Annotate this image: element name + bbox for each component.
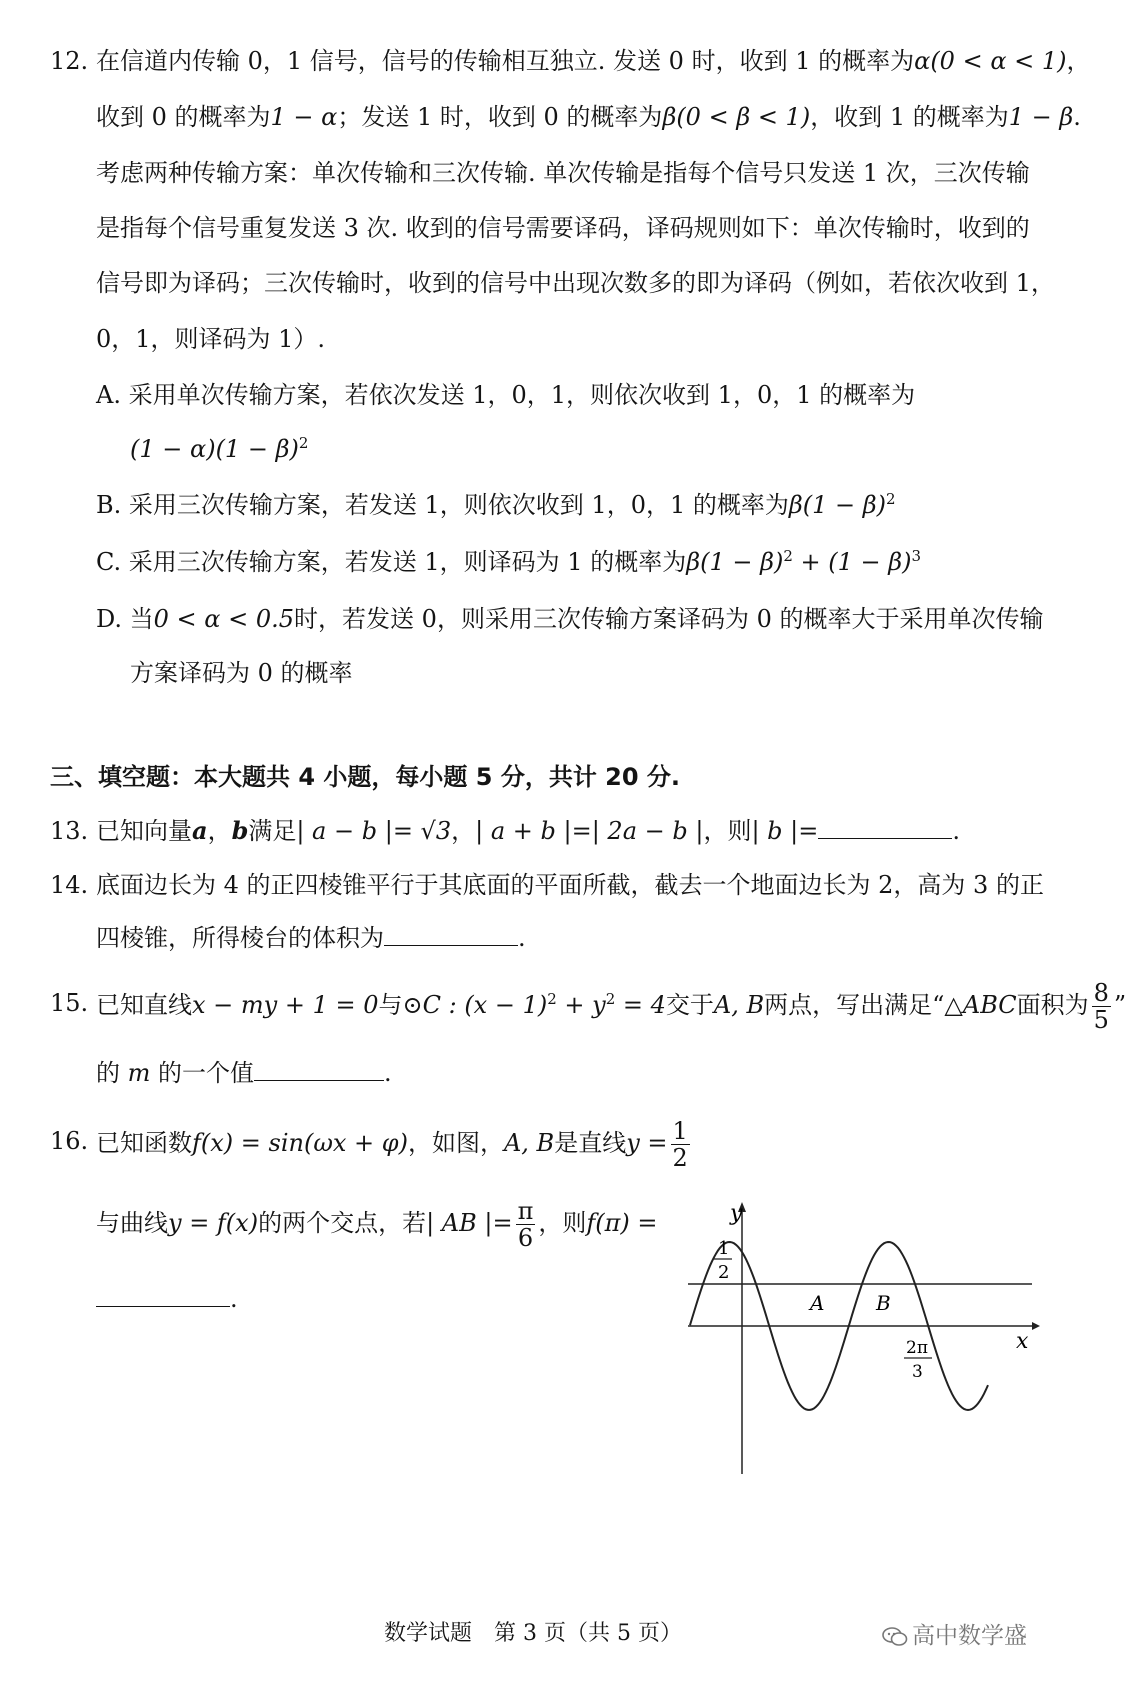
tick-numerator: 2π <box>906 1338 928 1358</box>
half-denominator: 2 <box>718 1262 730 1283</box>
q12-number: 12. <box>50 47 89 75</box>
half-numerator: 1 <box>718 1238 730 1259</box>
q16-sine-graph <box>670 1200 1040 1480</box>
q12-line4: 是指每个信号重复发送 3 次. 收到的信号需要译码，译码规则如下：单次传输时，收到的 <box>96 214 1030 242</box>
q12-option-c: C. 采用三次传输方案，若发送 1，则译码为 1 的概率为$\beta(1 - \beta)^2 + (1 - \beta)^3$ <box>96 547 922 576</box>
q14-answer-blank[interactable] <box>384 923 518 946</box>
point-a-label: A <box>810 1291 825 1315</box>
q12-option-d: D. 当0 < α < 0.5时，若发送 0，则采用三次传输方案译码为 0 的概率大于采用单次传输 <box>96 605 1044 633</box>
q12-option-a-formula: $(1 - \alpha)(1 - \beta)^2$ <box>130 434 309 463</box>
point-b-label: B <box>876 1291 891 1315</box>
q12-option-d-line2: 方案译码为 0 的概率 <box>130 659 353 687</box>
q13-number: 13. <box>50 817 89 845</box>
q15-line1: 已知直线x − my + 1 = 0与⊙C : $(x - 1)^2 + y^2 = 4$交于A, B两点，写出满足“△ABC面积为 $\frac{8}{5}$ ” <box>96 979 1126 1034</box>
q12-line6: 0，1，则译码为 1）. <box>96 325 326 353</box>
tick-denominator: 3 <box>912 1362 923 1382</box>
q14-line1: 底面边长为 4 的正四棱锥平行于其底面的平面所截，截去一个地面边长为 2，高为 3 的正 <box>96 871 1044 899</box>
q16-half-fraction: $\frac{1}{2}$ <box>672 1117 688 1172</box>
q15-line2: 的 m 的一个值 . <box>96 1059 392 1087</box>
q12-line5: 信号即为译码；三次传输时，收到的信号中出现次数多的即为译码（例如，若依次收到 1， <box>96 269 1055 297</box>
q16-line1: 已知函数f(x) = sin(ωx + φ)，如图，A, B是直线y = $\frac{1}{2}$ <box>96 1117 688 1172</box>
x-axis-arrow <box>1032 1322 1040 1330</box>
q16-answer-blank[interactable] <box>96 1284 230 1307</box>
page-footer: 数学试题 第 3 页（共 5 页） <box>384 1621 682 1646</box>
x-axis-label: x <box>1016 1329 1029 1354</box>
q12-line3: 考虑两种传输方案：单次传输和三次传输. 单次传输是指每个信号只发送 1 次，三次传输 <box>96 159 1030 187</box>
q12-line1: 在信道内传输 0，1 信号，信号的传输相互独立. 发送 0 时，收到 1 的概率为α(0 < α < 1)， <box>96 47 1091 75</box>
q16-line2: 与曲线y = f(x)的两个交点，若| AB |= $\frac{\pi}{6}$ ，则f(π) = <box>96 1197 658 1252</box>
q12-option-a: A. 采用单次传输方案，若依次发送 1，0，1，则依次收到 1，0，1 的概率为 <box>96 381 916 409</box>
q13-answer-blank[interactable] <box>818 816 952 839</box>
q13-text: 已知向量a，b满足| a − b |= √3，| a + b |=| 2a − b |，则| b |= . <box>96 816 960 845</box>
q14-line2: 四棱锥，所得棱台的体积为 . <box>96 924 526 952</box>
q14-number: 14. <box>50 871 89 899</box>
q12-option-b: B. 采用三次传输方案，若发送 1，则依次收到 1，0，1 的概率为$\beta(1 - \beta)^2$ <box>96 490 896 519</box>
q15-fraction: $\frac{8}{5}$ <box>1093 979 1109 1034</box>
q12-line2: 收到 0 的概率为1 − α；发送 1 时，收到 0 的概率为β(0 < β < 1)，收到 1 的概率为1 − β. <box>96 103 1081 131</box>
y-axis-label: y <box>730 1201 743 1226</box>
section-3-heading: 三、填空题：本大题共 4 小题，每小题 5 分，共计 20 分. <box>50 763 681 791</box>
wechat-icon <box>882 1626 908 1648</box>
q16-line3: . <box>96 1282 238 1316</box>
q16-number: 16. <box>50 1127 89 1155</box>
q15-answer-blank[interactable] <box>254 1058 384 1081</box>
watermark: 高中数学盛 <box>882 1617 1027 1650</box>
q15-number: 15. <box>50 989 89 1017</box>
q16-pi-over-six: $\frac{\pi}{6}$ <box>517 1197 534 1252</box>
